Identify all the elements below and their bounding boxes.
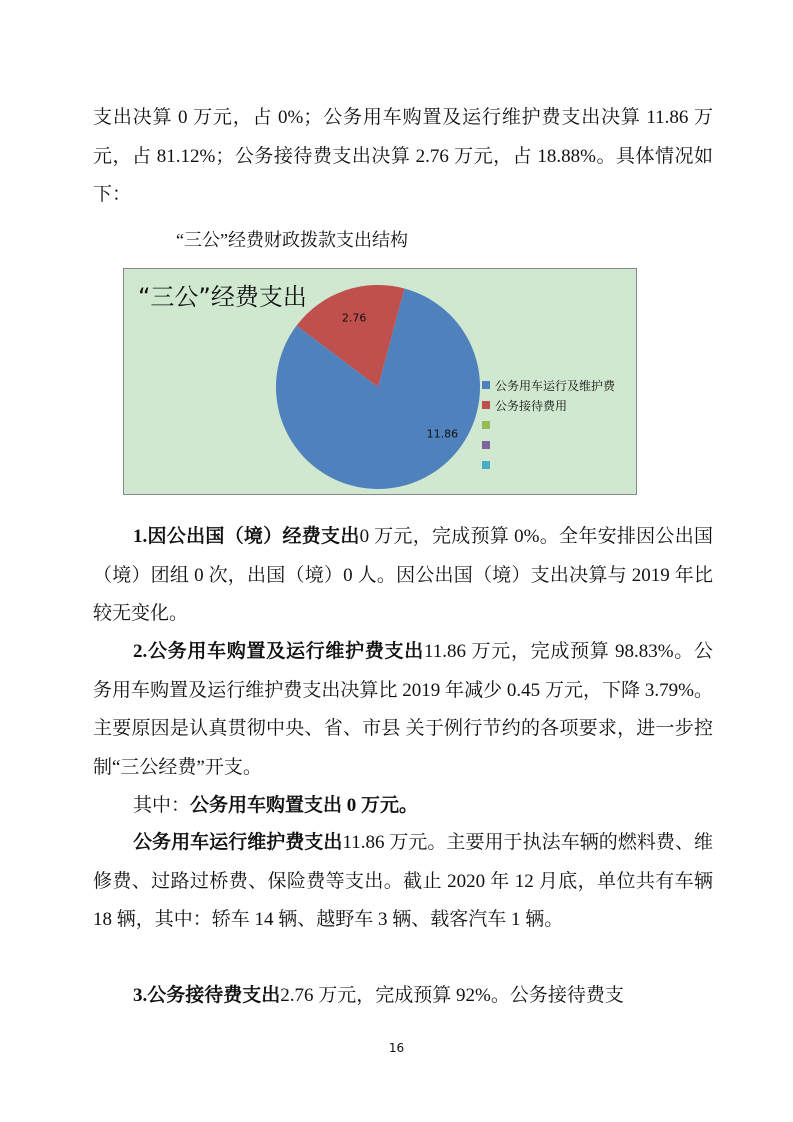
page-number: 16 [388,1041,405,1055]
section-2-detail-text: 11.86 万元。主要用于执法车辆的燃料费、维修费、过路过桥费、保险费等支出。截止 2020 年 12 月底，单位共有车辆 18 辆，其中：轿车 14 辆、越野车 3 辆、载客汽车 1 辆。 [93,832,713,931]
legend-swatch [482,421,490,429]
section-3 [93,977,713,1016]
legend-item-5 [482,455,615,475]
legend-label: 公务用车运行及维护费 [495,378,616,393]
legend-label: 公务接待费用 [495,398,568,413]
section-3-heading: 3.公务接待费支出 [133,985,281,1006]
section-1-text: 0 万元，完成预算 0%。全年安排因公出国（境）团组 0 次，出国（境）0 人。因公出国（境）支出决算与 2019 年比较无变化。 [93,526,713,625]
section-2-detail-heading: 公务用车运行维护费支出 [133,832,343,853]
section-2 [93,633,713,787]
legend-item-3 [482,415,615,435]
section-2-sub-prefix: 其中： [133,795,191,816]
pie-chart [123,268,637,495]
legend-swatch [482,381,490,389]
chart-caption: “三公”经费财政拨款支出结构 [176,230,408,250]
legend-swatch [482,461,490,469]
section-2-sub [93,787,713,826]
data-label-2: 2.76 [341,311,367,325]
intro-paragraph: 支出决算 0 万元，占 0%；公务用车购置及运行维护费支出决算 11.86 万元，占 81.12%；公务接待费支出决算 2.76 万元，占 18.88%。具体情况如下： [93,107,713,206]
section-1 [93,518,713,634]
legend-item-1 [482,375,615,395]
section-2-detail [93,824,713,940]
data-label-1: 11.86 [426,427,459,441]
section-1-heading: 1.因公出国（境）经费支出 [133,526,360,547]
legend-swatch [482,441,490,449]
section-2-heading: 2.公务用车购置及运行维护费支出 [133,641,424,662]
legend-swatch [482,401,490,409]
section-2-text: 11.86 万元，完成预算 98.83%。公务用车购置及运行维护费支出决算比 2019 年减少 0.45 万元，下降 3.79%。主要原因是认真贯彻中央、省、市县 关于例行节约的各项要求，进一步控制“三公经费”开支。 [93,641,713,778]
chart-title: “三公”经费支出 [138,283,307,311]
chart-legend [482,375,615,475]
section-2-sub-heading: 公务用车购置支出 0 万元。 [190,795,419,816]
section-3-text: 2.76 万元，完成预算 92%。公务接待费支 [280,985,624,1006]
legend-item-4 [482,435,615,455]
legend-item-2 [482,395,615,415]
